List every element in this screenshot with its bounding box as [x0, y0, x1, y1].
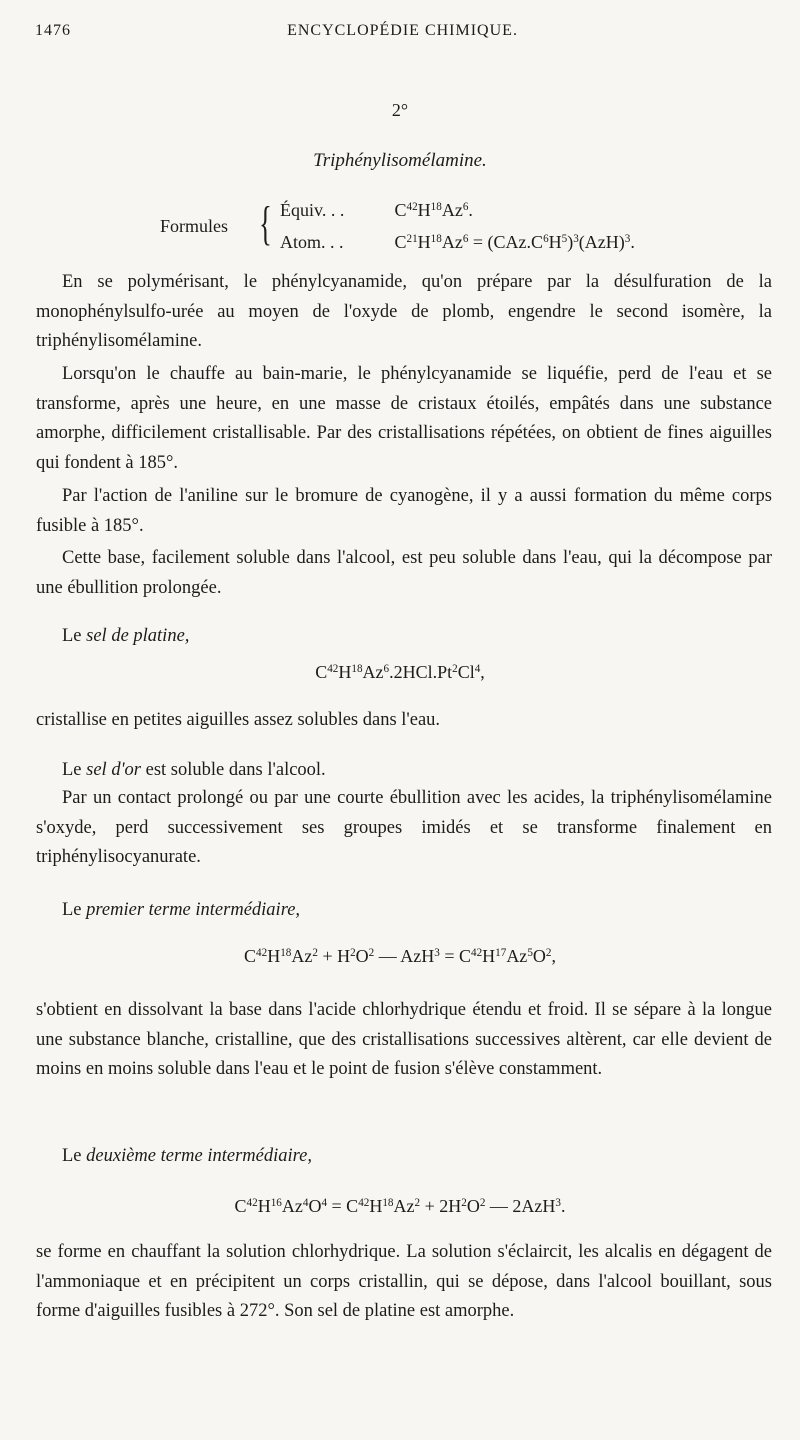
- first-intermediate-heading: Le premier terme intermédiaire,: [62, 900, 301, 920]
- paragraph-oxidation: Par un contact prolongé ou par une courte ébullition avec les acides, la triphénylisomélamine s'oxyde, perd successivement ses groupes imidés et se transforme finalement en triphénylisocyanurate.: [36, 788, 772, 867]
- equiv-label: Équiv. . .: [280, 200, 345, 220]
- brace: {: [259, 197, 272, 250]
- paragraph-platinum: cristallise en petites aiguilles assez solubles dans l'eau.: [36, 710, 441, 730]
- atom-formula: $C^{21}H^{18}Az^6 = (CAz.C^6H^5)^3(AzH)^3$.: [394, 232, 635, 252]
- paragraph-first-intermediate: s'obtient en dissolvant la base dans l'acide chlorhydrique étendu et froid. Il se sépare à la longue une substance blanche, cristalline, que des cristallisations successives altèrent, car elle devient de moins en moins soluble dans l'eau et le point de fusion s'élève constamment.: [36, 1000, 772, 1079]
- paragraph-3: Par l'action de l'aniline sur le bromure de cyanogène, il y a aussi formation du même corps fusible à 185°.: [36, 486, 772, 536]
- atom-label: Atom. . .: [280, 232, 344, 252]
- equiv-formula: $C^{42}H^{18}Az^6$.: [394, 200, 473, 220]
- gold-salt-sentence: Le sel d'or est soluble dans l'alcool.: [62, 760, 326, 780]
- formulas-label: Formules: [160, 216, 229, 236]
- paragraph-second-intermediate: se forme en chauffant la solution chlorhydrique. La solution s'éclaircit, les alcalis en dégagent de l'ammoniaque et en précipitent un corps cristallin, qui se dépose, dans l'alcool bouillant, sous forme d'aiguilles fusibles à 272°. Son sel de platine est amorphe.: [36, 1242, 772, 1321]
- paragraph-1: En se polymérisant, le phénylcyanamide, qu'on prépare par la désulfuration de la monophénylsulfo-urée au moyen de l'oxyde de plomb, engendre le second isomère, la triphénylisomélamine.: [36, 272, 772, 351]
- second-intermediate-heading: Le deuxième terme intermédiaire,: [62, 1146, 312, 1166]
- section-title: Triphénylisomélamine.: [313, 150, 487, 171]
- atom-formula-row: [280, 232, 635, 253]
- section-number: 2°: [391, 100, 409, 120]
- platinum-salt-formula: $C^{42}H^{18}Az^6.2HCl.Pt^2Cl^4$,: [315, 662, 485, 682]
- paragraph-2: Lorsqu'on le chauffe au bain-marie, le phénylcyanamide se liquéfie, perd de l'eau et se transforme, après une heure, en une masse de cristaux étoilés, empâtés dans une substance amorphe, difficilement cristallisable. Par des cristallisations répétées, on obtient de fines aiguilles qui fondent à 185°.: [36, 364, 772, 473]
- paragraph-4: Cette base, facilement soluble dans l'alcool, est peu soluble dans l'eau, qui la décompose par une ébullition prolongée.: [36, 548, 772, 598]
- second-intermediate-equation: $C^{42}H^{16}Az^4O^4 = C^{42}H^{18}Az^2 + 2H^2O^2$ — 2AzH$^3$.: [234, 1196, 566, 1216]
- page-header: [35, 22, 770, 46]
- equiv-formula-row: [280, 200, 473, 221]
- page-number: 1476: [35, 22, 71, 39]
- platinum-salt-heading: Le sel de platine,: [62, 626, 190, 646]
- first-intermediate-equation: $C^{42}H^{18}Az^2 + H^2O^2$ — $AzH^3 = C^{42}H^{17}Az^5O^2$,: [244, 946, 556, 966]
- running-title: ENCYCLOPÉDIE CHIMIQUE.: [287, 22, 518, 39]
